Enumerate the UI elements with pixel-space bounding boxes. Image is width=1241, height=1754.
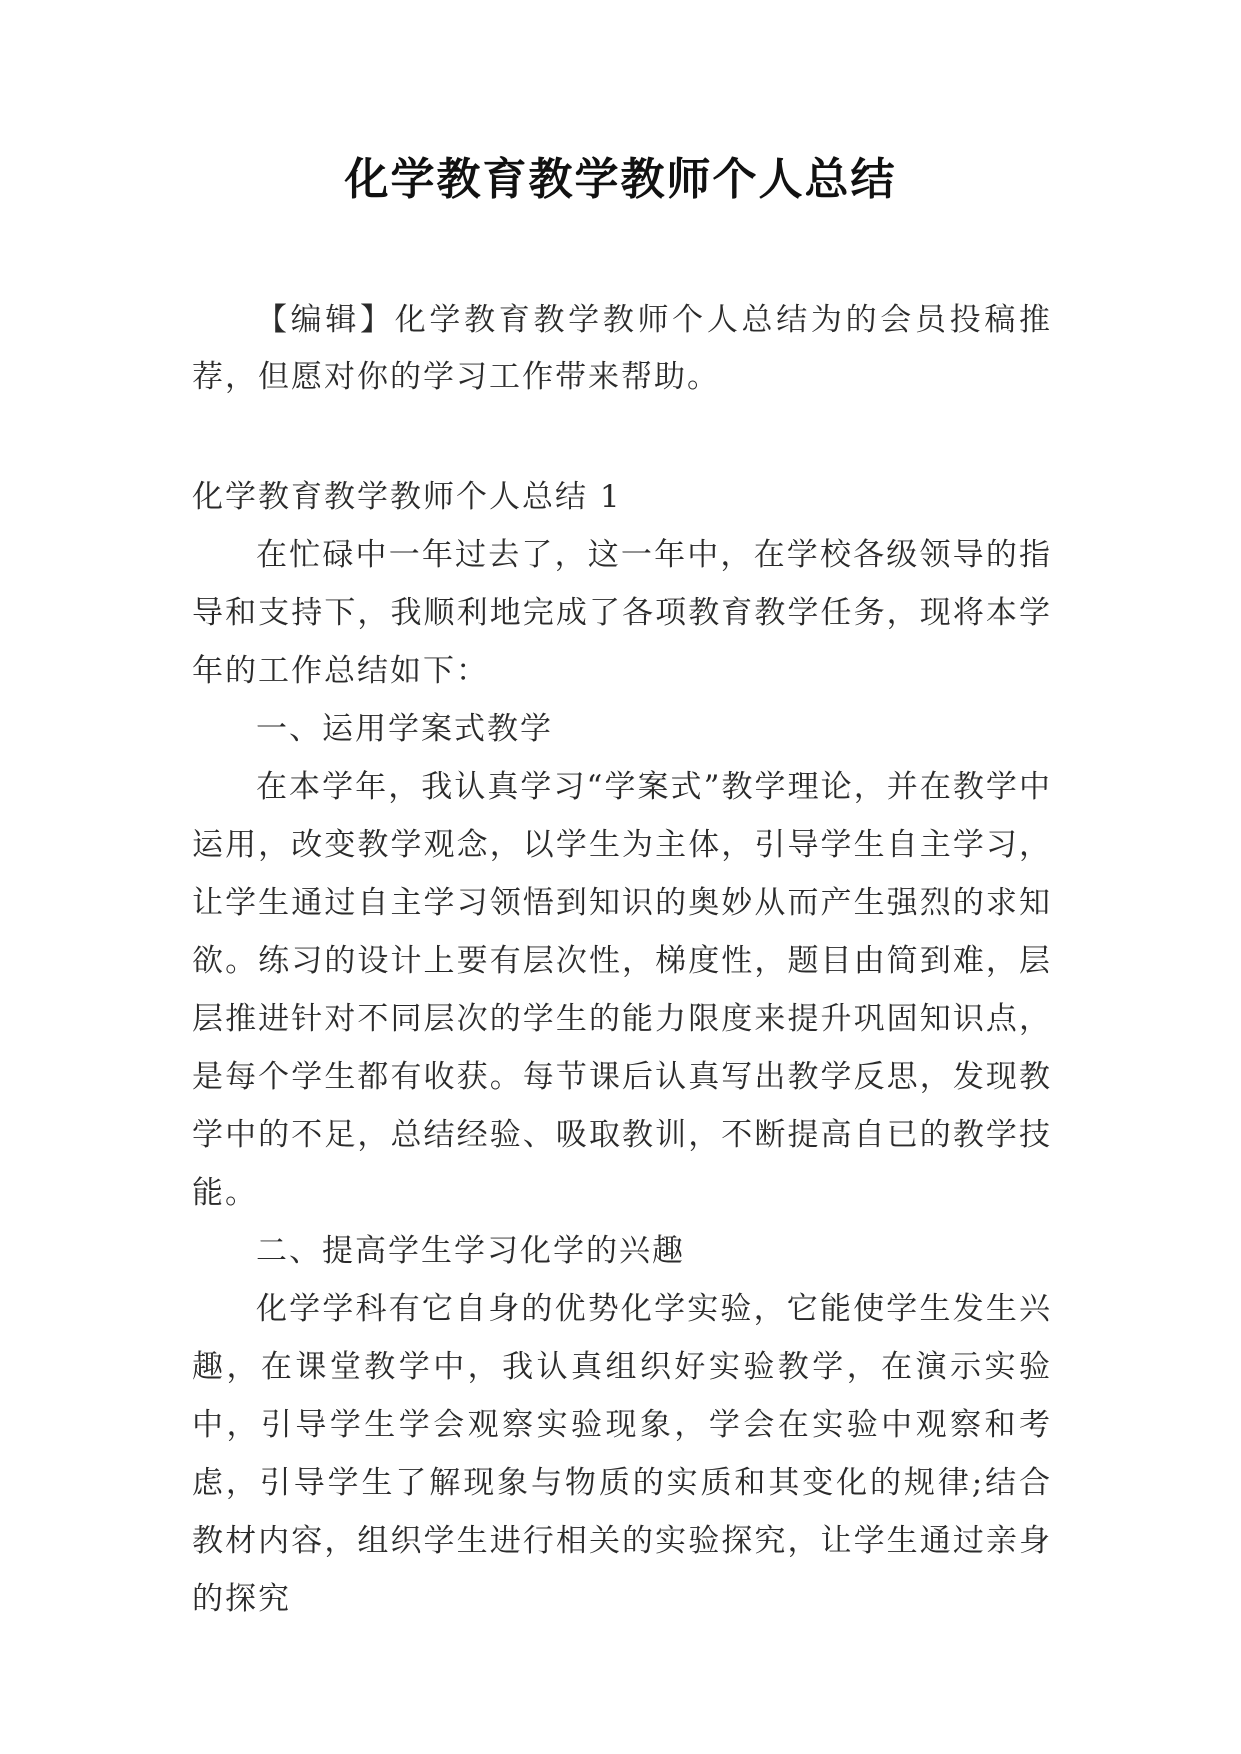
section-heading: 化学教育教学教师个人总结 1	[192, 479, 622, 515]
subheading-one: 一、运用学案式教学	[256, 711, 553, 747]
subheading-two: 二、提高学生学习化学的兴趣	[256, 1233, 685, 1269]
document-body	[192, 468, 1052, 1628]
paragraph-opening: 在忙碌中一年过去了，这一年中，在学校各级领导的指导和支持下，我顺利地完成了各项教育教学任务，现将本学年的工作总结如下：	[192, 537, 1052, 689]
intro-paragraph: 【编辑】化学教育教学教师个人总结为的会员投稿推荐，但愿对你的学习工作带来帮助。	[192, 302, 1052, 395]
paragraph-interest: 化学学科有它自身的优势化学实验，它能使学生发生兴趣，在课堂教学中，我认真组织好实验教学，在演示实验中，引导学生学会观察实验现象，学会在实验中观察和考虑，引导学生了解现象与物质的实质和其变化的规律;结合教材内容，组织学生进行相关的实验探究，让学生通过亲身的探究	[192, 1291, 1052, 1617]
document-title: 化学教育教学教师个人总结	[344, 154, 897, 205]
paragraph-learning-plan: 在本学年，我认真学习“学案式”教学理论，并在教学中运用，改变教学观念，以学生为主体，引导学生自主学习，让学生通过自主学习领悟到知识的奥妙从而产生强烈的求知欲。练习的设计上要有层次性，梯度性，题目由简到难，层层推进针对不同层次的学生的能力限度来提升巩固知识点，是每个学生都有收获。每节课后认真写出教学反思，发现教学中的不足，总结经验、吸取教训，不断提高自已的教学技能。	[192, 769, 1052, 1211]
